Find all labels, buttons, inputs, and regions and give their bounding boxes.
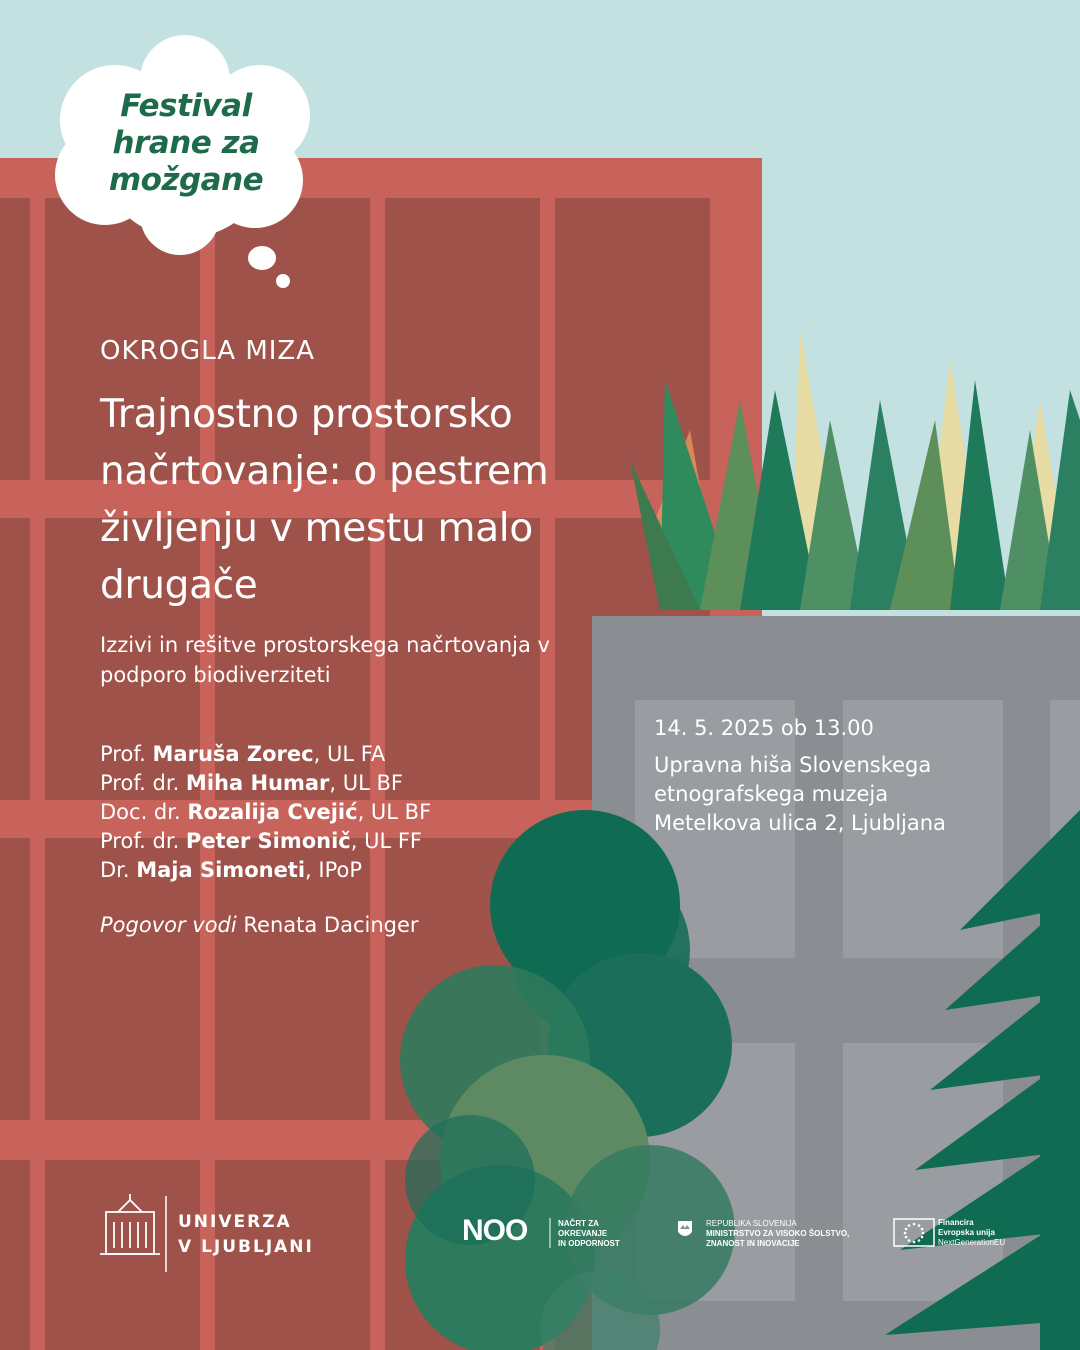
speaker-item: Prof. Maruša Zorec, UL FA <box>100 742 386 766</box>
speaker-item: Prof. dr. Peter Simonič, UL FF <box>100 829 422 853</box>
eu-logo-text: Financira Evropska unija NextGenerationEU <box>938 1218 1006 1247</box>
moderator-line <box>100 913 419 937</box>
speaker-item: Dr. Maja Simoneti, IPoP <box>100 858 363 882</box>
festival-line-3: možgane <box>108 162 264 198</box>
event-details <box>654 714 946 838</box>
ministry-logo-text: REPUBLIKA SLOVENIJA MINISTRSTVO ZA VISOKO ŠOLSTVO, ZNANOST IN INOVACIJE <box>706 1219 850 1248</box>
festival-title <box>76 88 296 199</box>
moderator-name: Renata Dacinger <box>236 913 419 937</box>
festival-line-1: Festival <box>120 88 252 124</box>
speaker-name: Rozalija Cvejić <box>187 800 358 824</box>
venue-line-2: etnografskega muzeja <box>654 782 889 806</box>
coat-of-arms-icon <box>678 1221 692 1236</box>
speaker-name: Maja Simoneti <box>136 858 306 882</box>
venue-address: Metelkova ulica 2, Ljubljana <box>654 811 946 835</box>
speaker-name: Peter Simonič <box>185 829 351 853</box>
noo-logo-text: NAČRT ZA OKREVANJE IN ODPORNOST <box>558 1219 620 1248</box>
festival-line-2: hrane za <box>112 125 260 161</box>
event-subtitle: Izzivi in rešitve prostorskega načrtovanja v podporo biodiverziteti <box>100 633 550 687</box>
university-logo-text: UNIVERZA V LJUBLJANI <box>178 1212 314 1257</box>
speaker-name: Maruša Zorec <box>152 742 314 766</box>
speaker-item: Prof. dr. Miha Humar, UL BF <box>100 771 403 795</box>
event-kicker: OKROGLA MIZA <box>100 336 316 366</box>
noo-logo-mark: NOO <box>462 1214 528 1247</box>
event-datetime: 14. 5. 2025 ob 13.00 <box>654 716 874 740</box>
venue-line-1: Upravna hiša Slovenskega <box>654 753 932 777</box>
event-title: Trajnostno prostorsko načrtovanje: o pestrem življenju v mestu malo drugače <box>100 392 549 608</box>
speaker-name: Miha Humar <box>185 771 330 795</box>
moderator-label: Pogovor vodi <box>100 913 237 937</box>
speaker-list <box>100 740 431 885</box>
speaker-item: Doc. dr. Rozalija Cvejić, UL BF <box>100 800 432 824</box>
